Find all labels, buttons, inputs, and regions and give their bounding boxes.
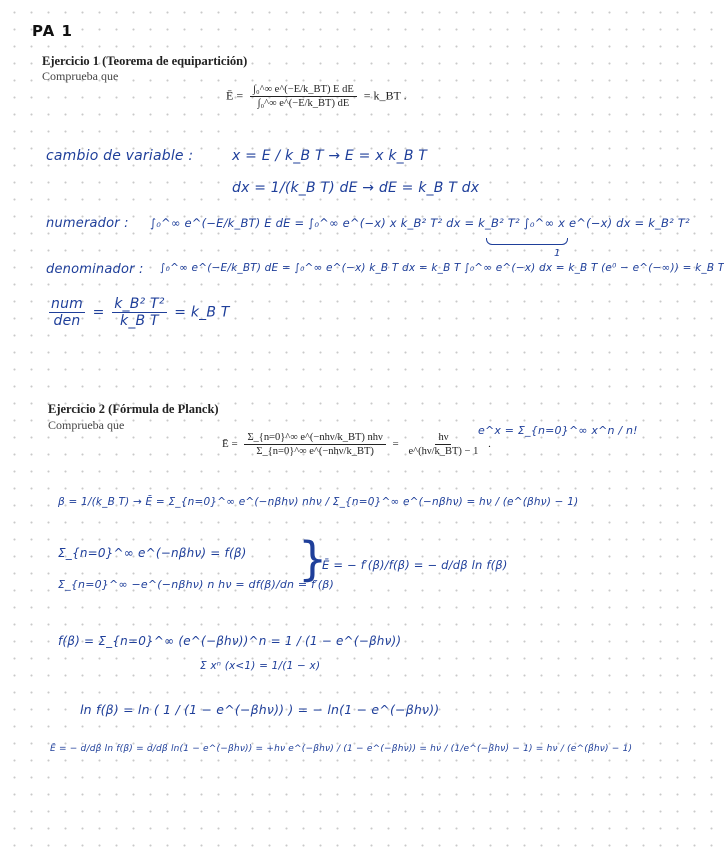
page-header: PA 1 bbox=[32, 22, 73, 40]
ex2-eq-num1: Σ_{n=0}^∞ e^(−nhν/k_BT) nhν bbox=[244, 432, 385, 445]
ex1-eq-den: ∫₀^∞ e^(−E/k_BT) dE bbox=[257, 98, 350, 109]
ex2-eq-lhs: Ē = bbox=[222, 438, 238, 451]
ex1-ratio: $\frac{\text{num}}{\text{den}}$ = $\frac{\text{k\_B² T²}}{\text{k\_B T}}$ = k_B T bbox=[51, 296, 230, 329]
ex1-numerator-expr: ∫₀^∞ e^(−E/k_BT) E dE = ∫₀^∞ e^(−x) x k_B² T² dx = k_B² T² ∫₀^∞ x e^(−x) dx = k_B² T² bbox=[150, 216, 690, 230]
ex1-change-label: cambio de variable : bbox=[46, 148, 194, 164]
ex1-eq-fraction bbox=[250, 84, 357, 109]
ex2-eq-fraction1 bbox=[244, 432, 385, 457]
ex2-eq-den2: e^(hν/k_BT) − 1 bbox=[408, 446, 479, 457]
ex1-eq-num: ∫₀^∞ e^(−E/k_BT) E dE bbox=[250, 84, 357, 97]
ex2-final-line: Ē = − d/dβ ln f(β) = d/dβ ln(1 − e^(−βhν)) = +hν e^(−βhν) / (1 − e^(−βhν)) = hν / (1/e^(−βhν) − 1) = hν / (e^(βhν) − 1) bbox=[50, 744, 633, 754]
ex2-f-definition: Σ_{n=0}^∞ e^(−nβhν) = f(β) bbox=[58, 546, 247, 560]
ex2-geometric-sub: Σ xⁿ (x<1) = 1/(1 − x) bbox=[200, 660, 321, 672]
ex1-numerator-label: numerador : bbox=[46, 216, 129, 231]
ex1-denominator-note: 1 bbox=[554, 248, 561, 259]
ex1-ratio-den-label: den bbox=[53, 313, 81, 329]
ex2-brace-result: Ē = − f′(β)/f(β) = − d/dβ ln f(β) bbox=[322, 558, 508, 572]
ex1-denominator-label: denominador : bbox=[46, 262, 144, 277]
ex2-geometric-line: f(β) = Σ_{n=0}^∞ (e^(−βhν))^n = 1 / (1 − e^(−βhν)) bbox=[58, 634, 402, 648]
ex2-eq-num2: hν bbox=[435, 432, 451, 445]
ex1-integral-underbrace bbox=[486, 238, 568, 245]
ex2-f-derivative: Σ_{n=0}^∞ −e^(−nβhν) n hν = df(β)/dn = f′(β) bbox=[58, 578, 335, 591]
ex1-subtitle: Comprueba que bbox=[42, 69, 119, 83]
ex2-equation: Ē = $\frac{\text{Σ\_\{n=0\}\textasciicircum{}∞ e\textasciicircum{}(−nhν/k\_BT) nhν}}{\text{Σ\_\{n=0\}\textasciicircum{}∞ e\textasciicircum{}(−nhν/k\_BT)}}$ = $\frac{h\nu}{e\^{}(h\nu/k\_BT) - 1}$ . bbox=[222, 432, 491, 457]
ex1-ratio-label-fraction bbox=[49, 296, 85, 329]
ex2-beta-line: β = 1/(k_B T) → Ē = Σ_{n=0}^∞ e^(−nβhν) nhν / Σ_{n=0}^∞ e^(−nβhν) = hν / (e^(βhν) − 1) bbox=[58, 496, 579, 508]
ex1-eq-lhs: Ē = bbox=[226, 88, 244, 103]
ex1-eq-rhs: = k_BT . bbox=[363, 88, 407, 103]
ex1-ratio-num-label: num bbox=[51, 296, 83, 312]
ex1-ratio-value-num: k_B² T² bbox=[114, 296, 165, 312]
ex2-ln-line: ln f(β) = ln ( 1 / (1 − e^(−βhν)) ) = − ln(1 − e^(−βhν)) bbox=[80, 702, 440, 717]
ex1-denominator-expr: ∫₀^∞ e^(−E/k_BT) dE = ∫₀^∞ e^(−x) k_B T dx = k_B T ∫₀^∞ e^(−x) dx = k_B T (e⁰ − e^(−∞)) = k_B T bbox=[160, 262, 724, 274]
ex1-ratio-result: = k_B T bbox=[174, 304, 230, 321]
ex2-title: Ejercicio 2 (Fórmula de Planck) bbox=[48, 402, 219, 416]
ex1-ratio-value-den: k_B T bbox=[120, 313, 159, 329]
ex2-subtitle: Comprueba que bbox=[48, 418, 125, 432]
ex2-eq-fraction2 bbox=[406, 432, 482, 457]
ex1-change-expr: x = E / k_B T → E = x k_B T bbox=[232, 148, 428, 164]
ex1-title: Ejercicio 1 (Teorema de equipartición) bbox=[42, 54, 248, 68]
ex2-eq-den1: Σ_{n=0}^∞ e^(−nhν/k_BT) bbox=[256, 446, 374, 457]
ex1-differential-expr: dx = 1/(k_B T) dE → dE = k_B T dx bbox=[232, 180, 480, 196]
ex1-ratio-value-fraction bbox=[112, 296, 166, 329]
ex1-equation bbox=[226, 84, 407, 109]
ex2-right-brace: } bbox=[298, 532, 328, 586]
ex2-series-note: e^x = Σ_{n=0}^∞ x^n / n! bbox=[478, 424, 638, 437]
